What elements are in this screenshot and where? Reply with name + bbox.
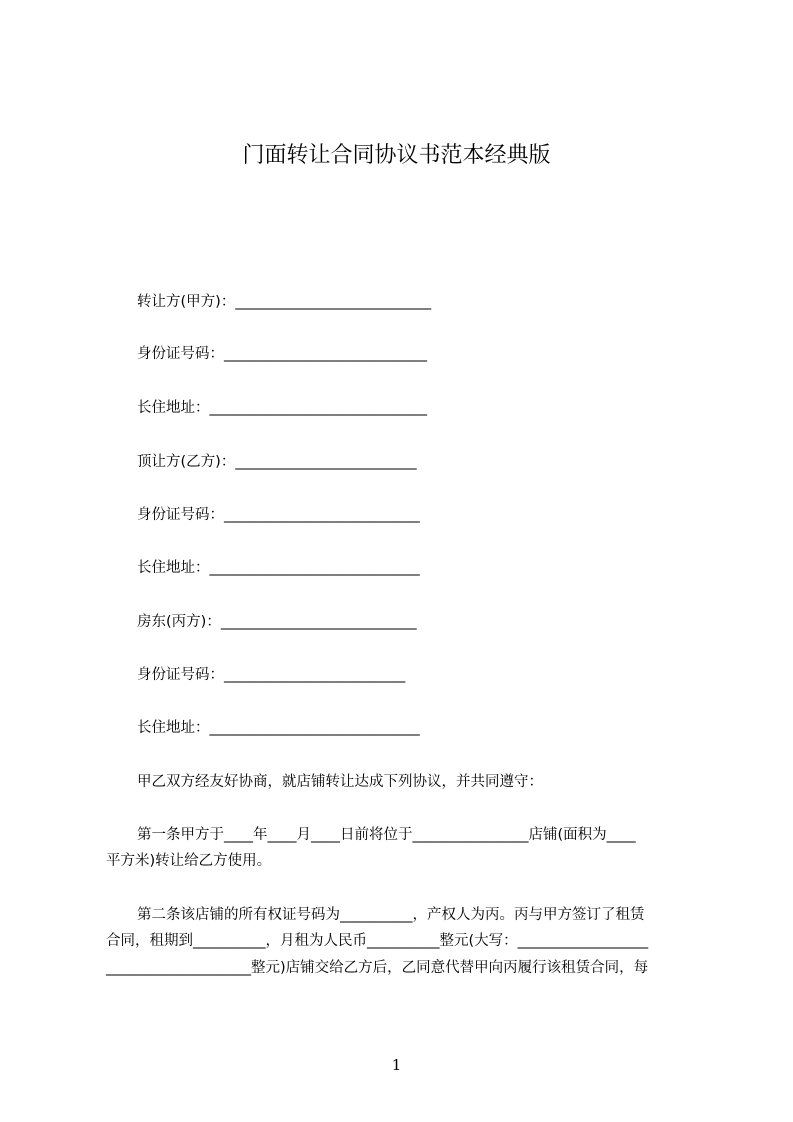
field-transferor: 转让方(甲方)：___________________________ — [137, 294, 432, 310]
page-number: 1 — [391, 1056, 402, 1074]
document-title: 门面转让合同协议书范本经典版 — [242, 143, 551, 168]
field-transferee-id: 身份证号码：___________________________ — [137, 507, 420, 523]
field-transferee-address: 长住地址：_____________________________ — [137, 560, 420, 576]
field-landlord-id: 身份证号码：_________________________ — [137, 667, 406, 683]
intro-paragraph: 甲乙双方经友好协商，就店铺转让达成下列协议，并共同遵守： — [137, 774, 543, 790]
field-landlord-address: 长住地址：_____________________________ — [137, 720, 420, 736]
field-landlord: 房东(丙方)：___________________________ — [137, 614, 417, 630]
field-transferor-address: 长住地址：______________________________ — [137, 400, 427, 416]
field-transferee: 顶让方(乙方)：_________________________ — [137, 454, 417, 470]
article-1-line-1: 第一条甲方于____年____月____日前将位于________________店铺(面积为____ — [137, 827, 636, 843]
article-1-line-2: 平方米)转让给乙方使用。 — [106, 853, 272, 869]
article-2-line-1: 第二条该店铺的所有权证号码为__________，产权人为丙。丙与甲方签订了租赁 — [137, 907, 645, 923]
article-2-line-3: ____________________整元)店铺交给乙方后，乙同意代替甲向丙履行该租赁合同，每 — [106, 960, 649, 976]
article-2-line-2: 合同，租期到__________，月租为人民币__________整元(大写：__________________ — [106, 933, 649, 949]
field-transferor-id: 身份证号码：____________________________ — [137, 346, 427, 362]
